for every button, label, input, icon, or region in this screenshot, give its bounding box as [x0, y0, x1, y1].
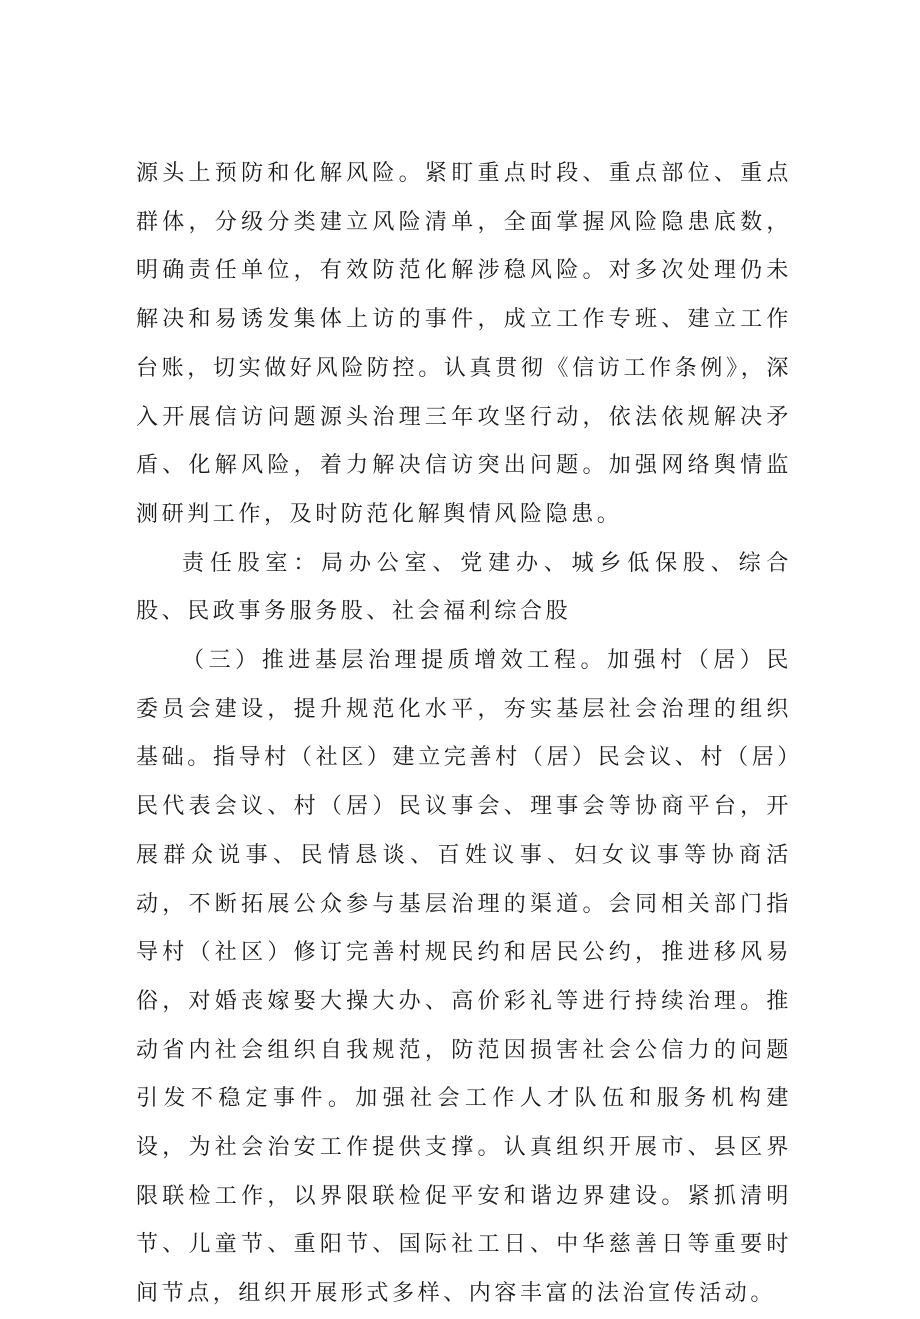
paragraph-responsible-offices: 责任股室：局办公室、党建办、城乡低保股、综合股、民政事务服务股、社会福利综合股 [136, 550, 792, 625]
paragraph-section-three: （三）推进基层治理提质增效工程。加强村（居）民委员会建设，提升规范化水平，夯实基层社会治理的组织基础。指导村（社区）建立完善村（居）民会议、村（居）民代表会议、村（居）民议事会、理事会等协商平台，开展群众说事、民情恳谈、百姓议事、妇女议事等协商活动，不断拓展公众参与基层治理的渠道。会同相关部门指导村（社区）修订完善村规民约和居民公约，推进移风易俗，对婚丧嫁娶大操大办、高价彩礼等进行持续治理。推动省内社会组织自我规范，防范因损害社会公信力的问题引发不稳定事件。加强社会工作人才队伍和服务机构建设，为社会治安工作提供支撑。认真组织开展市、县区界限联检工作，以界限联检促平安和谐边界建设。紧抓清明节、儿童节、重阳节、国际社工日、中华慈善日等重要时间节点，组织开展形式多样、内容丰富的法治宣传活动。 [136, 648, 792, 1307]
paragraph-risk-prevention: 源头上预防和化解风险。紧盯重点时段、重点部位、重点群体，分级分类建立风险清单，全面掌握风险隐患底数，明确责任单位，有效防范化解涉稳风险。对多次处理仍未解决和易诱发集体上访的事件，成立工作专班、建立工作台账，切实做好风险防控。认真贯彻《信访工作条例》，深入开展信访问题源头治理三年攻坚行动，依法依规解决矛盾、化解风险，着力解决信访突出问题。加强网络舆情监测研判工作，及时防范化解舆情风险隐患。 [136, 161, 792, 527]
document-body [136, 150, 792, 1319]
